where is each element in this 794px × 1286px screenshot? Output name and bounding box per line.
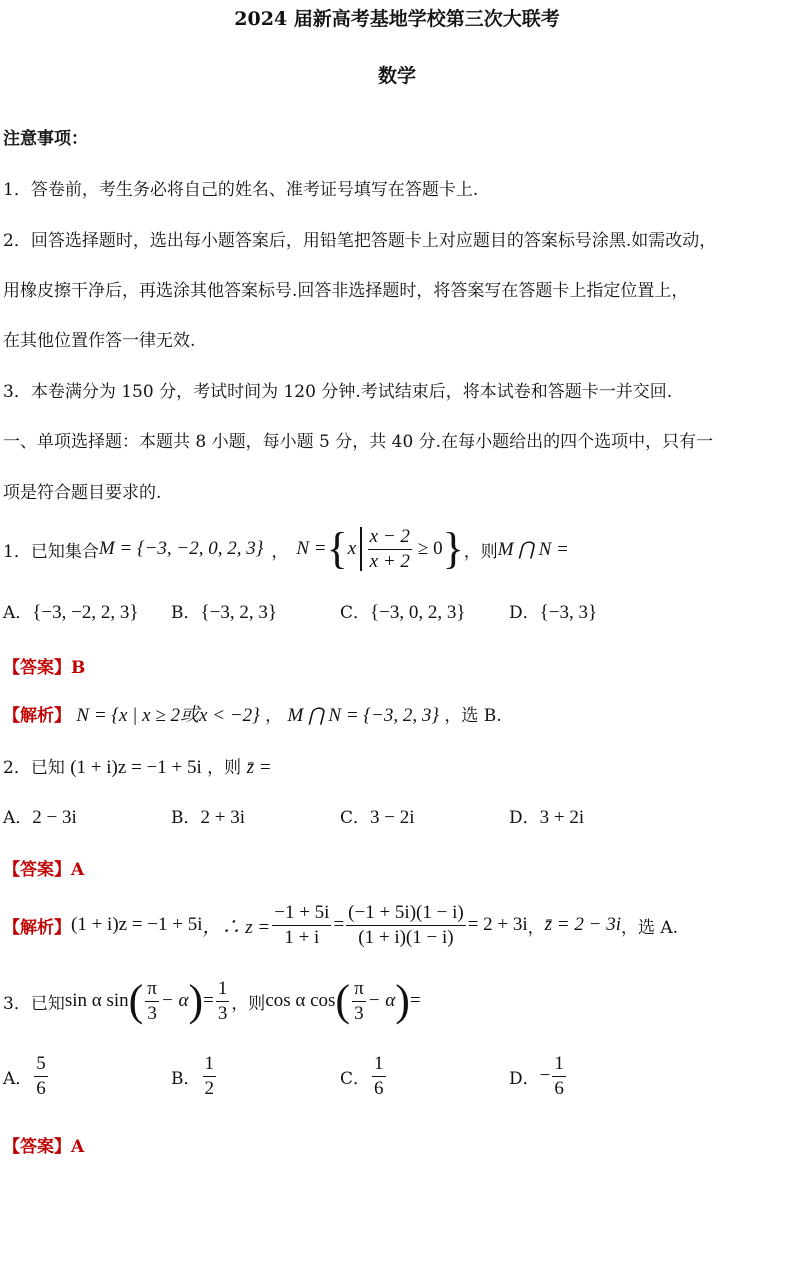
q1-left-brace: { [326, 524, 348, 573]
q3-option-a-num: 5 [34, 1052, 48, 1077]
q3-one-third [216, 977, 230, 1026]
q1-fraction-num: x − 2 [368, 525, 412, 550]
q2-analysis-frac-1-num: −1 + 5i [272, 901, 331, 926]
notice-item-2-line-2: 用橡皮擦干净后，再选涂其他答案标号.回答非选择题时，将答案写在答题卡上指定位置上， [3, 281, 689, 301]
q2-ask: z̄ = [246, 757, 272, 778]
notice-item-2-line-3: 在其他位置作答一律无效. [3, 331, 196, 351]
q1-prefix: 1．已知集合 [3, 541, 99, 562]
q2-option-b [171, 803, 245, 829]
q3-end-equals: = [409, 990, 421, 1011]
notice-item-1: 1．答卷前，考生务必将自己的姓名、准考证号填写在答题卡上. [3, 180, 479, 200]
q2-analysis-frac-2 [346, 901, 466, 950]
q1-answer-value: B [71, 658, 86, 678]
q3-option-d-num: 1 [552, 1052, 566, 1077]
q3-option-d-den: 6 [554, 1077, 564, 1099]
q1-analysis-label: 【解析】 [3, 706, 71, 726]
q1-option-a [3, 598, 138, 624]
q3-option-c-den: 6 [374, 1077, 384, 1099]
q3-pi-den-a: 3 [147, 1002, 157, 1024]
q3-tail: ，则 [231, 993, 266, 1014]
q2-option-b-value: 2 + 3i [200, 807, 245, 828]
q2-analysis-result: = 2 + 3i [467, 914, 528, 935]
q1-tail: ，则 [463, 541, 498, 562]
q2-analysis: 【解析】 (1 + i)z = −1 + 5i ，∴ z = $\frac{-1 + 5i}{1 + i}$ = $\frac{(-1 + 5i)(1 - i)}{(1 + i)(1 - i)}$ = 2 + 3i ， z̄ = 2 − 3i ，选 A. [3, 901, 679, 948]
q1-ge-zero: ≥ 0 [417, 538, 443, 559]
q1-option-d-label: D． [509, 603, 540, 623]
q3-one-third-num: 1 [216, 977, 230, 1002]
notice-item-2-line-1: 2．回答选择题时，选出每小题答案后，用铅笔把答题卡上对应题目的答案标号涂黑.如需改动， [3, 231, 717, 251]
q3-answer [3, 1132, 84, 1157]
q3-pi-over-3-a [145, 977, 159, 1026]
q2-option-c [340, 803, 415, 829]
q2-answer-value: A [71, 860, 85, 880]
q2-option-c-label: C． [340, 808, 371, 828]
q2-option-a [3, 803, 77, 829]
q2-analysis-therefore: ，∴ z = [202, 916, 271, 938]
q2-prefix: 2．已知 [3, 758, 65, 778]
q1-analysis-n: N = {x | x ≥ 2或x < −2} [76, 705, 260, 726]
q3-right-paren-1: ) [188, 976, 204, 1025]
q2-analysis-frac-1 [272, 901, 331, 950]
q3-option-d [509, 1052, 568, 1101]
q3-pi-num-b: π [352, 977, 366, 1002]
q1-option-b [171, 598, 277, 624]
q3-option-b-label: B． [171, 1068, 201, 1089]
q3-option-b [171, 1052, 218, 1101]
section-heading-line-1: 一、单项选择题：本题共 8 小题，每小题 5 分，共 40 分.在每小题给出的四个选项中，只有一 [3, 432, 714, 452]
q1-option-b-value: {−3, 2, 3} [200, 602, 277, 623]
q2-analysis-label: 【解析】 [3, 917, 71, 938]
q1-fraction [368, 525, 412, 574]
q3-option-b-num: 1 [203, 1052, 217, 1077]
q2-analysis-frac-2-den: (1 + i)(1 − i) [358, 926, 454, 948]
q1-var-x: x [347, 538, 357, 559]
q1-option-c-label: C． [340, 603, 371, 623]
question-3 [3, 972, 421, 1030]
q1-option-d-value: {−3, 3} [539, 602, 598, 623]
q1-set-m: M = {−3, −2, 0, 2, 3} [98, 538, 264, 559]
q2-analysis-end: ，选 A. [620, 917, 679, 938]
q3-option-d-label: D． [509, 1068, 540, 1089]
q1-set-bar [360, 527, 362, 571]
q3-option-c-num: 1 [372, 1052, 386, 1077]
q1-analysis: 【解析】 N = {x | x ≥ 2或x < −2} ， M ⋂ N = {−3, 2, 3} ，选 B. [3, 705, 502, 726]
q3-option-c-label: C． [340, 1068, 371, 1089]
notice-heading: 注意事项： [3, 129, 88, 149]
q2-analysis-eq: (1 + i)z = −1 + 5i [71, 914, 203, 935]
q2-answer-label: 【答案】 [3, 860, 71, 880]
q3-minus-alpha-a: − α [160, 990, 189, 1011]
q3-equals: = [203, 990, 214, 1011]
q3-option-d-sign: − [539, 1065, 551, 1087]
q2-option-a-value: 2 − 3i [32, 807, 77, 828]
q1-fraction-den: x + 2 [369, 550, 410, 572]
q2-option-b-label: B． [171, 808, 201, 828]
q1-option-c [340, 598, 465, 624]
q1-analysis-intersection: M ⋂ N = {−3, 2, 3} [287, 705, 439, 726]
q3-answer-label: 【答案】 [3, 1137, 71, 1157]
notice-item-3: 3．本卷满分为 150 分，考试时间为 120 分钟.考试结束后，将本试卷和答题卡一并交回. [3, 382, 673, 402]
q2-option-a-label: A． [3, 808, 33, 828]
question-1: 1．已知集合 M = {−3, −2, 0, 2, 3} ， N = { x $\frac{x - 2}{x + 2}$ ≥ 0 } ，则 M ⋂ N = [3, 524, 569, 573]
q2-analysis-frac-2-num: (−1 + 5i)(1 − i) [346, 901, 466, 926]
q3-option-b-den: 2 [204, 1077, 214, 1099]
q3-pi-den-b: 3 [354, 1002, 364, 1024]
q3-left-paren-1: ( [128, 976, 144, 1025]
q1-right-brace: } [442, 524, 464, 573]
q1-analysis-end: ，选 B. [444, 706, 502, 726]
q3-option-c [340, 1052, 388, 1101]
q2-option-c-value: 3 − 2i [370, 807, 415, 828]
q3-pi-over-3-b [352, 977, 366, 1026]
q1-option-a-value: {−3, −2, 2, 3} [32, 602, 139, 623]
q2-option-d [509, 803, 584, 829]
q3-option-a [3, 1052, 50, 1101]
q3-right-paren-2: ) [395, 976, 410, 1025]
q1-option-b-label: B． [171, 603, 201, 623]
q3-one-third-den: 3 [217, 1002, 228, 1024]
q3-option-a-den: 6 [36, 1077, 46, 1099]
q3-pi-num-a: π [145, 977, 159, 1002]
q3-left-paren-2: ( [335, 976, 351, 1025]
q1-option-d [509, 598, 597, 624]
q2-answer [3, 855, 84, 880]
q3-answer-value: A [71, 1137, 85, 1157]
q2-equation: (1 + i)z = −1 + 5i [70, 757, 202, 778]
q1-option-c-value: {−3, 0, 2, 3} [370, 602, 466, 623]
q1-option-a-label: A． [3, 603, 33, 623]
question-2 [3, 753, 272, 779]
q2-analysis-frac-1-den: 1 + i [284, 926, 320, 948]
q3-prefix: 3．已知 [3, 993, 65, 1014]
q3-sin-part: sin α sin [64, 990, 129, 1011]
q3-cos-part: cos α cos [265, 990, 336, 1011]
q1-set-n-lhs: N = [296, 538, 327, 559]
exam-title: 2024 届新高考基地学校第三次大联考 [234, 8, 560, 30]
q2-option-d-value: 3 + 2i [539, 807, 585, 828]
q2-tail: ，则 [207, 758, 242, 778]
q3-minus-alpha-b: − α [367, 990, 396, 1011]
section-heading-line-2: 项是符合题目要求的. [3, 483, 162, 503]
q1-ask: M ⋂ N = [497, 538, 569, 560]
q2-option-d-label: D． [509, 808, 540, 828]
q1-answer-label: 【答案】 [3, 658, 71, 678]
q3-option-a-label: A． [3, 1068, 33, 1089]
q2-analysis-conj: z̄ = 2 − 3i [544, 914, 621, 935]
q1-answer [3, 653, 85, 678]
subject-title: 数学 [377, 65, 416, 87]
